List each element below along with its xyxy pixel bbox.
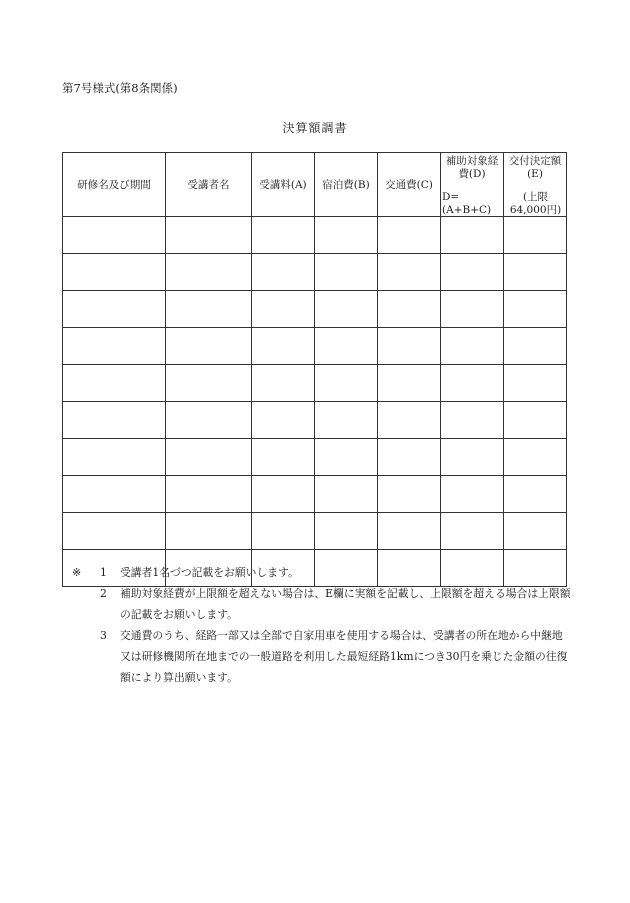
note-text: 受講者1名づつ記載をお願いします。 xyxy=(120,566,299,579)
table-cell[interactable] xyxy=(63,476,166,513)
table-cell[interactable] xyxy=(166,513,252,550)
table-body xyxy=(63,217,567,587)
table-row xyxy=(63,439,567,476)
header-subsidy-label: 補助対象経費(D) xyxy=(445,155,499,180)
header-lodging: 宿泊費(B) xyxy=(315,153,378,217)
table-cell[interactable] xyxy=(252,439,315,476)
header-row xyxy=(63,153,567,217)
table-cell[interactable] xyxy=(315,328,378,365)
table-row xyxy=(63,217,567,254)
table-cell[interactable] xyxy=(441,291,504,328)
table-cell[interactable] xyxy=(441,217,504,254)
table-cell[interactable] xyxy=(315,254,378,291)
table-cell[interactable] xyxy=(63,402,166,439)
table-cell[interactable] xyxy=(378,328,441,365)
table-cell[interactable] xyxy=(166,402,252,439)
table-row xyxy=(63,513,567,550)
header-fee: 受講料(A) xyxy=(252,153,315,217)
settlement-table xyxy=(62,152,567,587)
table-cell[interactable] xyxy=(504,513,567,550)
note-mark: ※ xyxy=(72,566,82,579)
table-cell[interactable] xyxy=(166,439,252,476)
table-cell[interactable] xyxy=(63,365,166,402)
note-text: 補助対象経費が上限額を超えない場合は、E欄に実額を記載し、上限額を超える場合は上限額の記載をお願いします。 xyxy=(120,587,571,621)
table-row xyxy=(63,402,567,439)
table-cell[interactable] xyxy=(378,365,441,402)
table-cell[interactable] xyxy=(504,328,567,365)
table-cell[interactable] xyxy=(441,328,504,365)
table-cell[interactable] xyxy=(315,513,378,550)
table-cell[interactable] xyxy=(315,217,378,254)
note-number: 1 xyxy=(100,566,107,579)
note-number: 3 xyxy=(100,629,107,642)
table-cell[interactable] xyxy=(166,217,252,254)
table-cell[interactable] xyxy=(441,439,504,476)
table-cell[interactable] xyxy=(441,254,504,291)
header-subsidy-formula: D=(A+B+C) xyxy=(442,191,492,216)
note-item-1 xyxy=(72,562,572,583)
table-cell[interactable] xyxy=(63,439,166,476)
table-cell[interactable] xyxy=(378,291,441,328)
header-subsidy xyxy=(441,153,504,217)
header-transport: 交通費(C) xyxy=(378,153,441,217)
table-cell[interactable] xyxy=(252,365,315,402)
table-cell[interactable] xyxy=(63,513,166,550)
table-cell[interactable] xyxy=(378,513,441,550)
table-cell[interactable] xyxy=(441,513,504,550)
table-row xyxy=(63,291,567,328)
table-cell[interactable] xyxy=(378,254,441,291)
table-cell[interactable] xyxy=(166,365,252,402)
table-cell[interactable] xyxy=(252,402,315,439)
table-cell[interactable] xyxy=(252,476,315,513)
table-cell[interactable] xyxy=(315,476,378,513)
table-cell[interactable] xyxy=(504,402,567,439)
table-cell[interactable] xyxy=(166,254,252,291)
table-cell[interactable] xyxy=(378,439,441,476)
table-cell[interactable] xyxy=(252,328,315,365)
table-cell[interactable] xyxy=(252,291,315,328)
form-number: 第7号様式(第8条関係) xyxy=(62,81,178,95)
table-cell[interactable] xyxy=(63,217,166,254)
table-row xyxy=(63,328,567,365)
table-row xyxy=(63,365,567,402)
table-cell[interactable] xyxy=(441,402,504,439)
table-cell[interactable] xyxy=(63,328,166,365)
table-cell[interactable] xyxy=(504,365,567,402)
table-cell[interactable] xyxy=(315,439,378,476)
table-cell[interactable] xyxy=(504,476,567,513)
table-row xyxy=(63,476,567,513)
header-participant: 受講者名 xyxy=(166,153,252,217)
header-course: 研修名及び期間 xyxy=(63,153,166,217)
table-cell[interactable] xyxy=(441,476,504,513)
notes-section xyxy=(72,562,572,688)
table-cell[interactable] xyxy=(315,402,378,439)
table-cell[interactable] xyxy=(504,217,567,254)
table-row xyxy=(63,254,567,291)
table-cell[interactable] xyxy=(166,476,252,513)
note-text: 交通費のうち、経路一部又は全部で自家用車を使用する場合は、受講者の所在地から中継地又は研修機関所在地までの一般道路を利用した最短経路1kmにつき30円を乗じた金額の往復額により算出願います。 xyxy=(120,629,568,684)
header-grant xyxy=(504,153,567,217)
table-cell[interactable] xyxy=(252,513,315,550)
table-cell[interactable] xyxy=(252,254,315,291)
table-cell[interactable] xyxy=(315,365,378,402)
table-cell[interactable] xyxy=(166,291,252,328)
table-cell[interactable] xyxy=(315,291,378,328)
table-cell[interactable] xyxy=(378,402,441,439)
table-cell[interactable] xyxy=(378,217,441,254)
note-number: 2 xyxy=(100,587,107,600)
table-cell[interactable] xyxy=(378,476,441,513)
note-item-2 xyxy=(72,583,572,625)
note-item-3 xyxy=(72,625,572,688)
table-cell[interactable] xyxy=(504,439,567,476)
table-cell[interactable] xyxy=(166,328,252,365)
table-cell[interactable] xyxy=(63,254,166,291)
header-grant-label: 交付決定額(E) xyxy=(508,155,562,180)
table-cell[interactable] xyxy=(504,254,567,291)
header-grant-limit: (上限64,000円) xyxy=(509,191,562,216)
table-cell[interactable] xyxy=(63,291,166,328)
document-title: 決算額調書 xyxy=(282,121,348,135)
table-cell[interactable] xyxy=(441,365,504,402)
table-cell[interactable] xyxy=(252,217,315,254)
table-cell[interactable] xyxy=(504,291,567,328)
